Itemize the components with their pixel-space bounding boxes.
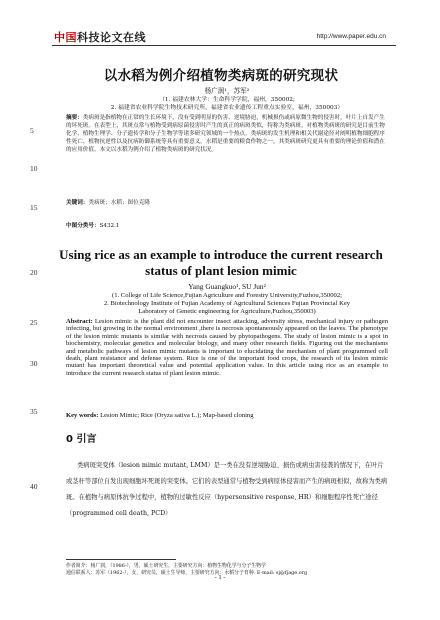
english-title-line-1: Using rice as an example to introduce the current research: [59, 247, 383, 262]
chinese-abstract-label: 摘要：: [66, 115, 83, 121]
line-number-15: 15: [30, 203, 38, 212]
english-title-line-2: status of plant lesion mimic: [145, 263, 297, 278]
line-number-5: 5: [30, 126, 34, 135]
chinese-affiliation-1: （1. 福建农林大学：生命科学学院，福州，350002;: [159, 97, 295, 103]
footnote-author-info: 作者简介：杨广润，（1986-），男，硕士研究生，主要研究方向：植物生物化学与分子生物学: [66, 563, 266, 569]
english-affiliation-3: Laboratory of Genetic engineering for Agriculture,Fuzhou,350003): [138, 308, 316, 315]
logo-red-text: 中国: [54, 31, 77, 44]
english-keywords: [66, 412, 388, 419]
section-heading-introduction: 0 引言: [66, 434, 97, 445]
chinese-keywords: [66, 199, 388, 207]
chinese-abstract-text: 类病斑是指植物在正常的生长环境下，没有受到明显的伤害、逆境胁迫，机械损伤或病原微生物的侵害时，叶片上自发产生的坏死斑。在表型上，其斑点常与植物受到病原菌侵害时产生的真正的病斑类似，特称为类病斑。对植物类病斑的研究是目前生物化学、植物生理学、分子遗传学和分子生物学等诸多研究领域的一个热点。类病斑的发生机理和相关代谢途径对阐明植物细胞程序性死亡、植物抗逆性以及抗病防御系统等具有重要意义。水稻是重要的粮食作物之一，其类病斑研究更具有重要的理论价值和潜在的应用价值。本文以水稻为例介绍了植物类病斑的研究状况。: [66, 115, 385, 153]
logo-black-text: 科技论文在线: [77, 31, 146, 44]
english-abstract-text: Lesion mimic is the plant did not encounter insect attacking, adversity stress, mechanical injury or pathogen infecting, but growing in the normal environment ,there is necrosis spontaneously appeared on the leaves. The phenotype of the lesion mimic mutants is similar with necrosis caused by phytopathogens. The study of lesion mimic is a spot in biochemistry, molecular genetics and molecular biology, and many other research fields. Figuring out the mechanisms and metabolic pathways of lesion mimic mutants is important to elucidating the mechanism of plant programmed cell death, plant resistance and defense system. Rice is one of the important food crops, the research of its lesion mimic mutant has important theoretical value and potential application value. In this article using rice as an example to introduce the current research status of plant lesion mimic.: [66, 318, 388, 377]
chinese-abstract: [66, 114, 388, 154]
line-number-40: 40: [30, 482, 38, 491]
footnote-corresponding-author: 通信联系人：苏军（1962-），女，研究员，硕士生导师，主要研究方向：水稻分子育种. E-mail: sj@fjage.org: [66, 570, 308, 576]
line-number-10: 10: [30, 164, 38, 173]
english-affiliation-1: (1. College of Life Science,Fujian Agriculture and Forestry University,Fuzhou,350002;: [112, 292, 342, 299]
english-abstract-label: Abstract:: [66, 318, 93, 325]
line-number-20: 20: [30, 268, 38, 277]
english-title: [40, 247, 402, 279]
classification-value: S432.1: [99, 223, 120, 229]
english-keywords-label: Key words:: [66, 412, 99, 419]
chinese-keywords-text: 类病斑；水稻；图位克隆: [88, 200, 150, 206]
english-affiliation-2: 2. Biotechnology Institute of Fujian Academy of Agricultural Sciences Fujian Provincial Key: [103, 300, 351, 307]
line-number-25: 25: [30, 318, 38, 327]
english-keywords-text: Lesion Mimic; Rice (Oryza sativa L.); Map-based cloning: [100, 412, 254, 419]
line-number-30: 30: [30, 359, 38, 368]
english-authors: Yang Guangkuo¹, SU Jun²: [188, 282, 266, 291]
page-header: [0, 0, 440, 46]
chinese-title: 以水稻为例介绍植物类病斑的研究现状: [103, 68, 339, 84]
classification-label: 中图分类号：: [66, 223, 100, 229]
page-number: - 1 -: [214, 574, 226, 581]
english-abstract: [66, 318, 388, 377]
header-rule: [52, 45, 396, 46]
classification-number: [66, 222, 388, 230]
chinese-keywords-label: 关键词：: [66, 200, 89, 206]
chinese-affiliation-2: 2. 福建省农业科学院生物技术研究所，福建省农业遗传工程重点实验室，福州，350003）: [110, 105, 344, 111]
site-logo: [54, 29, 146, 45]
chinese-authors: 杨广润¹，苏军²: [204, 87, 250, 95]
footnote-rule: [66, 559, 176, 560]
line-number-35: 35: [30, 407, 38, 416]
header-url[interactable]: http://www.paper.edu.cn: [316, 33, 386, 40]
introduction-paragraph: 类病斑突变体（lesion mimic mutant, LMM）是一类在没有逆境胁迫、损伤或病虫害侵袭的情况下，在叶片或茎秆等部位自发出现细胞坏死斑的突变体。它们的表型通常与植物受到病原体侵害而产生的病斑相似，故称为类病斑。在植物与病原体抗争过程中，植物的过敏性反应（hypersensitive response, HR）和细胞程序性死亡途径（programmed cell death, PCD）: [66, 462, 388, 517]
